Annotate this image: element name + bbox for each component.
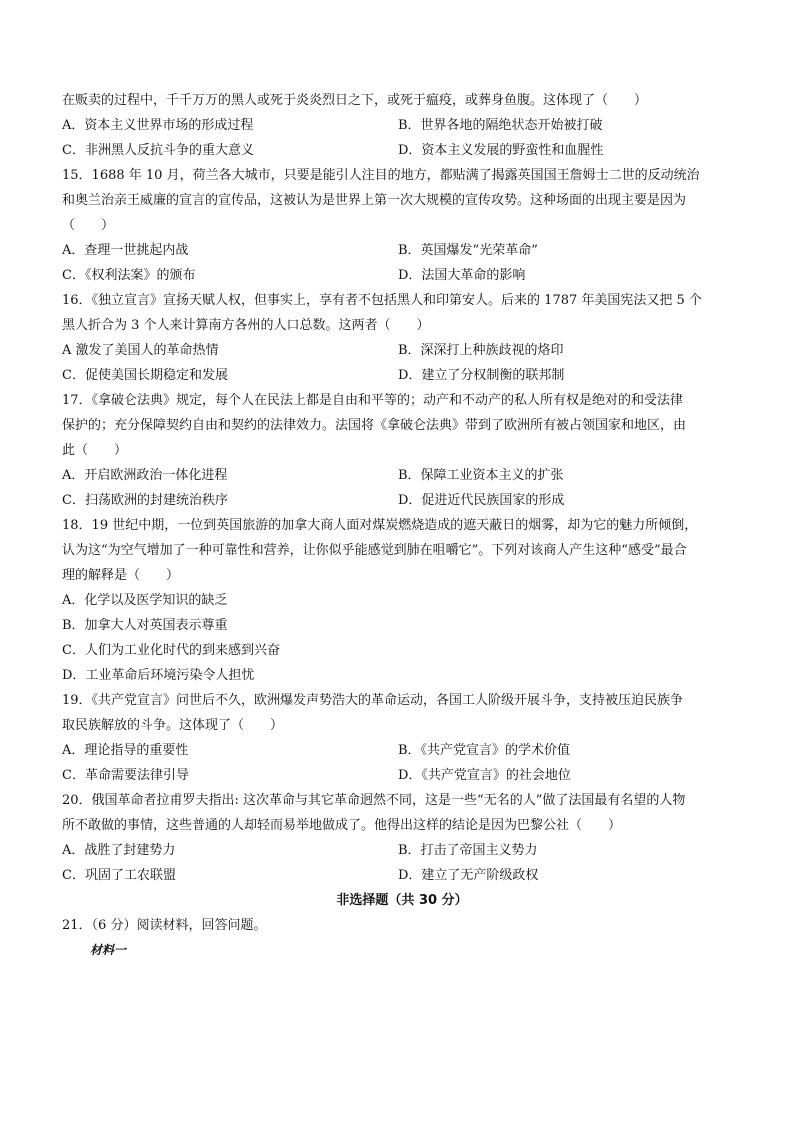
question-17-stem-line-2: 保护的；充分保障契约自由和契约的法律效力。法国将《拿破仑法典》带到了欧洲所有被占领国家和地区，由 bbox=[62, 418, 687, 433]
material-label: 材料一 bbox=[90, 943, 127, 957]
question-20-stem-line-2: 所不敢做的事情，这些普通的人却轻而易举地做成了。他得出这样的结论是因为巴黎公社（ ） bbox=[62, 818, 622, 833]
option-c: C．巩固了工农联盟 bbox=[62, 868, 176, 883]
question-14-stem-line: 在贩卖的过程中，千千万万的黑人或死于炎炎烈日之下，或死于瘟疫，或葬身鱼腹。这体现了（ ） bbox=[62, 93, 648, 108]
exam-page bbox=[62, 88, 742, 963]
question-20-stem-line-1: 20．俄国革命者拉甫罗夫指出: 这次革命与其它革命迥然不同，这是一些“无名的人”做了法国最有名望的人物 bbox=[62, 793, 686, 808]
option-b: B．深深打上种族歧视的烙印 bbox=[398, 343, 564, 358]
option-a: A．战胜了封建势力 bbox=[62, 843, 176, 858]
question-19-stem-line-1: 19．《共产党宣言》问世后不久，欧洲爆发声势浩大的革命运动，各国工人阶级开展斗争，支持被压迫民族争 bbox=[62, 693, 684, 708]
section-title: 非选择题（共 30 分） bbox=[336, 893, 468, 908]
option-a: A．资本主义世界市场的形成过程 bbox=[62, 118, 254, 133]
option-c: C．《权利法案》的颁布 bbox=[62, 268, 196, 283]
question-17-stem-line-3: 此（ ） bbox=[62, 443, 128, 458]
question-19-stem-line-2: 取民族解放的斗争。这体现了（ ） bbox=[62, 718, 284, 733]
option-b: B．加拿大人对英国表示尊重 bbox=[62, 618, 228, 633]
option-d: D．《共产党宣言》的社会地位 bbox=[398, 768, 571, 783]
option-d: D．建立了分权制衡的联邦制 bbox=[398, 368, 565, 383]
question-19-options-row-1 bbox=[62, 738, 742, 763]
question-21 bbox=[62, 913, 742, 963]
question-17-options-row-2 bbox=[62, 488, 742, 513]
question-16-stem-line-2: 黑人折合为 3 个人来计算南方各州的人口总数。这两者（ ） bbox=[62, 318, 430, 333]
question-18-stem-line-2: 认为这“为空气增加了一种可靠性和营养，让你似乎能感觉到肺在咀嚼它”。下列对该商人产生这种“感受”最合 bbox=[62, 543, 687, 558]
option-d: D．建立了无产阶级政权 bbox=[398, 868, 539, 883]
option-c: C．扫荡欧洲的封建统治秩序 bbox=[62, 493, 228, 508]
question-21-stem: 21．（6 分）阅读材料，回答问题。 bbox=[62, 918, 267, 933]
option-d: D．法国大革命的影响 bbox=[398, 268, 526, 283]
option-b: B．《共产党宣言》的学术价值 bbox=[398, 743, 571, 758]
question-14-options-row-1 bbox=[62, 113, 742, 138]
option-c: C．革命需要法律引导 bbox=[62, 768, 189, 783]
question-15 bbox=[62, 163, 742, 288]
question-15-stem-line-2: 和奥兰治亲王威廉的宣言的宣传品，这被认为是世界上第一次大规模的宣传攻势。这种场面的出现主要是因为 bbox=[62, 193, 687, 208]
option-b: B．保障工业资本主义的扩张 bbox=[398, 468, 564, 483]
question-18 bbox=[62, 513, 742, 688]
option-c: C．人们为工业化时代的到来感到兴奋 bbox=[62, 643, 280, 658]
option-c: C．促使美国长期稳定和发展 bbox=[62, 368, 228, 383]
question-15-options-row-2 bbox=[62, 263, 742, 288]
question-19-options-row-2 bbox=[62, 763, 742, 788]
question-16-options-row-2 bbox=[62, 363, 742, 388]
question-18-stem-line-1: 18．19 世纪中期，一位到英国旅游的加拿大商人面对煤炭燃烧造成的遮天蔽日的烟雾，却为它的魅力所倾倒， bbox=[62, 518, 698, 533]
question-14 bbox=[62, 88, 742, 163]
question-15-stem-line-3: （ ） bbox=[62, 218, 115, 233]
question-19 bbox=[62, 688, 742, 788]
option-b: B．世界各地的隔绝状态开始被打破 bbox=[398, 118, 603, 133]
option-b: B．打击了帝国主义势力 bbox=[398, 843, 538, 858]
question-14-options-row-2 bbox=[62, 138, 742, 163]
question-15-options-row-1 bbox=[62, 238, 742, 263]
question-16 bbox=[62, 288, 742, 388]
question-20 bbox=[62, 788, 742, 888]
question-16-options-row-1 bbox=[62, 338, 742, 363]
option-b: B．英国爆发“光荣革命” bbox=[398, 243, 538, 258]
question-20-options-row-1 bbox=[62, 838, 742, 863]
question-18-stem-line-3: 理的解释是（ ） bbox=[62, 568, 180, 583]
option-a: A．化学以及医学知识的缺乏 bbox=[62, 593, 228, 608]
option-a: A．理论指导的重要性 bbox=[62, 743, 189, 758]
option-a: A．开启欧洲政治一体化进程 bbox=[62, 468, 228, 483]
question-16-stem-line-1: 16．《独立宣言》宣扬天赋人权，但事实上，享有者不包括黑人和印第安人。后来的 1787 年美国宪法又把 5 个 bbox=[62, 293, 702, 308]
option-d: D．工业革命后环境污染令人担忧 bbox=[62, 668, 255, 683]
option-a: A．查理一世挑起内战 bbox=[62, 243, 189, 258]
question-17-options-row-1 bbox=[62, 463, 742, 488]
option-d: D．资本主义发展的野蛮性和血腥性 bbox=[398, 143, 604, 158]
option-d: D．促进近代民族国家的形成 bbox=[398, 493, 565, 508]
question-15-stem-line-1: 15．1688 年 10 月，荷兰各大城市，只要是能引人注目的地方，都贴满了揭露英国国王詹姆士二世的反动统治 bbox=[62, 168, 700, 183]
question-17 bbox=[62, 388, 742, 513]
option-c: C．非洲黑人反抗斗争的重大意义 bbox=[62, 143, 254, 158]
question-20-options-row-2 bbox=[62, 863, 742, 888]
option-a: A 激发了美国人的革命热情 bbox=[62, 343, 219, 358]
question-17-stem-line-1: 17．《拿破仑法典》规定，每个人在民法上都是自由和平等的；动产和不动产的私人所有权是绝对的和受法律 bbox=[62, 393, 684, 408]
